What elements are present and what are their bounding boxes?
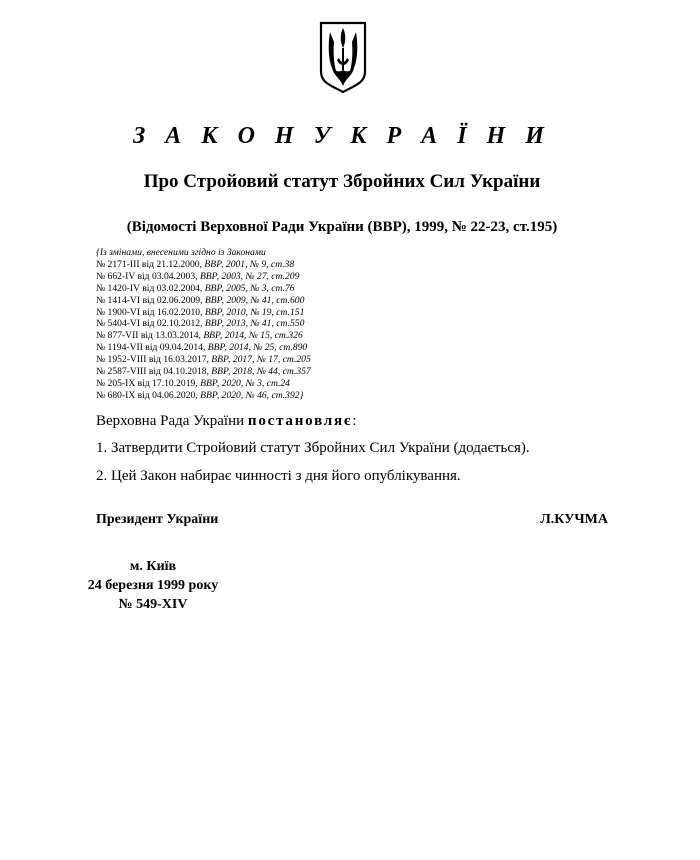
amendment-item: № 1194-VII від 09.04.2014, ВВР, 2014, № 25, ст.890 [96, 342, 308, 354]
publication-source: (Відомості Верховної Ради України (ВВР), 1999, № 22-23, ст.195) [126, 219, 558, 235]
ukraine-coat-of-arms-icon [318, 20, 368, 94]
signatory-name: Л.КУЧМА [540, 512, 608, 527]
amendment-item: № 662-IV від 03.04.2003, ВВР, 2003, № 27, ст.209 [96, 270, 300, 282]
amendment-item: № 680-IX від 04.06.2020, ВВР, 2020, № 46, ст.392} [96, 389, 304, 401]
amendment-item: № 2587-VIII від 04.10.2018, ВВР, 2018, № 44, ст.357 [96, 366, 311, 378]
amendment-item: № 2171-III від 21.12.2000, ВВР, 2001, № 9, ст.38 [96, 258, 295, 270]
law-number: № 549-XIV [118, 597, 188, 612]
amendment-item: № 1414-VI від 02.06.2009, ВВР, 2009, № 41, ст.600 [96, 294, 305, 306]
signatory-role: Президент України [96, 512, 219, 527]
amendment-item: № 1952-VIII від 16.03.2017, ВВР, 2017, № 17, ст.205 [96, 354, 311, 366]
law-title: З А К О Н У К Р А Ї Н И [133, 123, 551, 149]
decree-word: постановляє [247, 413, 353, 429]
law-name: Про Стройовий статут Збройних Сил України [143, 171, 541, 192]
amendment-item: № 205-IX від 17.10.2019, ВВР, 2020, № 3, ст.24 [96, 377, 290, 389]
amendments-list [96, 247, 311, 402]
amendment-item: № 1900-VI від 16.02.2010, ВВР, 2010, № 19, ст.151 [96, 306, 305, 318]
article-1: 1. Затвердити Стройовий статут Збройних Сил України (додається). [96, 440, 530, 456]
place: м. Київ [129, 559, 177, 574]
amendment-item: № 1420-IV від 03.02.2004, ВВР, 2005, № 3, ст.76 [96, 282, 295, 294]
article-2: 2. Цей Закон набирає чинності з дня його опублікування. [96, 468, 461, 484]
place-date-block [86, 557, 220, 614]
preamble: Верховна Рада України постановляє: [96, 413, 357, 429]
amendment-item: № 5404-VI від 02.10.2012, ВВР, 2013, № 41, ст.550 [96, 318, 305, 330]
amendment-item: № 877-VII від 13.03.2014, ВВР, 2014, № 15, ст.326 [96, 330, 303, 342]
amendments-intro: {Із змінами, внесеними згідно із Законами [96, 247, 266, 258]
date: 24 березня 1999 року [87, 578, 219, 593]
